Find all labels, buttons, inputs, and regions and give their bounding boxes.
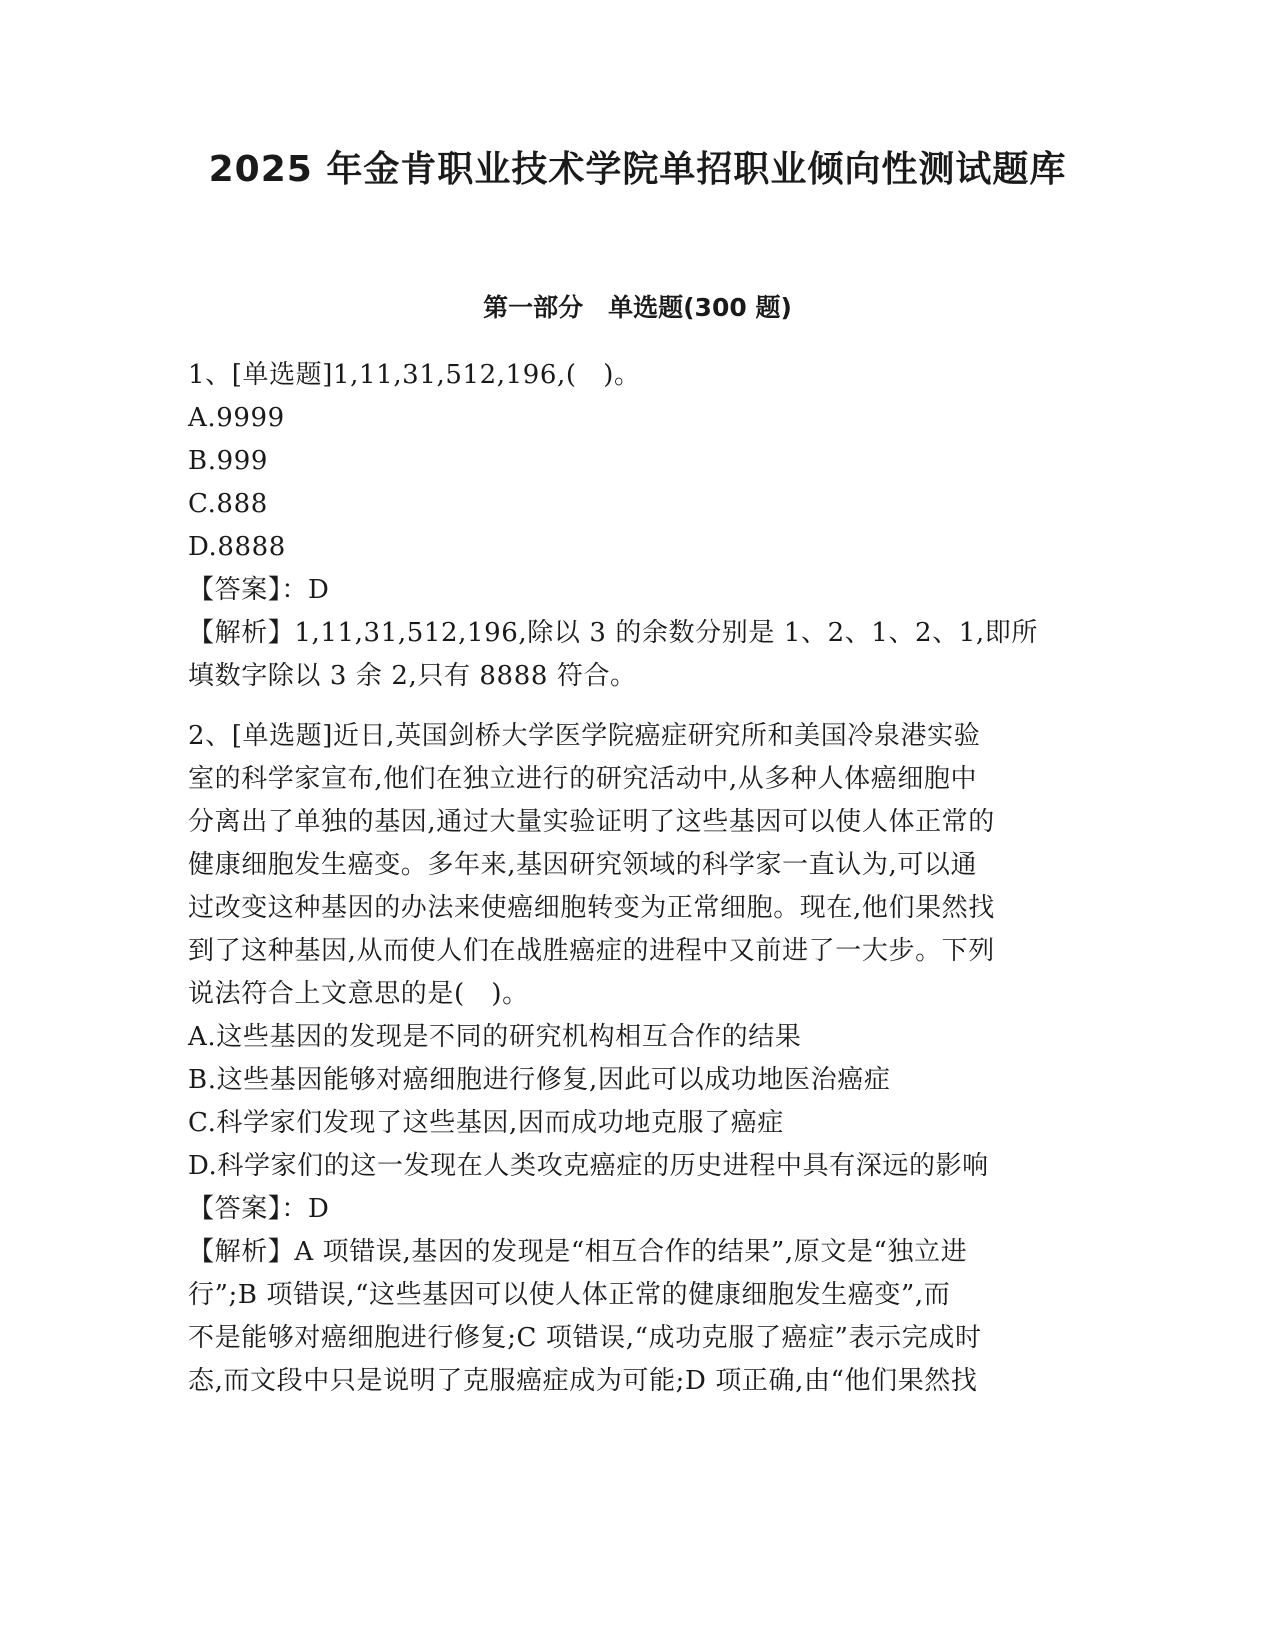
question-stem-line: 1、[单选题]1,11,31,512,196,( )。 xyxy=(188,360,641,390)
analysis-line: 不是能够对癌细胞进行修复;C 项错误,“成功克服了癌症”表示完成时 xyxy=(188,1323,982,1353)
analysis-line: 填数字除以 3 余 2,只有 8888 符合。 xyxy=(188,661,637,691)
option-a: A.9999 xyxy=(188,403,285,433)
answer-line: 【答案】：D xyxy=(188,575,330,605)
option-d: D.科学家们的这一发现在人类攻克癌症的历史进程中具有深远的影响 xyxy=(188,1151,989,1181)
question-list xyxy=(188,354,1088,1403)
document-title: 2025 年金肯职业技术学院单招职业倾向性测试题库 xyxy=(208,149,1067,190)
question-stem-line: 健康细胞发生癌变。多年来,基因研究领域的科学家一直认为,可以通 xyxy=(188,850,978,880)
answer-line: 【答案】：D xyxy=(188,1194,330,1224)
option-c: C.科学家们发现了这些基因,因而成功地克服了癌症 xyxy=(188,1108,784,1138)
question-stem-line: 说法符合上文意思的是( )。 xyxy=(188,979,529,1009)
option-a: A.这些基因的发现是不同的研究机构相互合作的结果 xyxy=(188,1022,802,1052)
analysis-line: 态,而文段中只是说明了克服癌症成为可能;D 项正确,由“他们果然找 xyxy=(188,1366,978,1396)
analysis-line: 【解析】A 项错误,基因的发现是“相互合作的结果”,原文是“独立进 xyxy=(188,1237,968,1267)
question-stem-line: 分离出了单独的基因,通过大量实验证明了这些基因可以使人体正常的 xyxy=(188,807,995,837)
option-b: B.999 xyxy=(188,446,268,476)
question-2 xyxy=(188,715,1088,1403)
question-stem-line: 2、[单选题]近日,英国剑桥大学医学院癌症研究所和美国冷泉港实验 xyxy=(188,721,981,751)
section-title: 第一部分 单选题(300 题) xyxy=(483,293,792,322)
option-d: D.8888 xyxy=(188,532,286,562)
question-spacer xyxy=(188,698,1088,715)
question-stem-line: 过改变这种基因的办法来使癌细胞转变为正常细胞。现在,他们果然找 xyxy=(188,893,995,923)
question-1 xyxy=(188,354,1088,698)
question-stem-line: 室的科学家宣布,他们在独立进行的研究活动中,从多种人体癌细胞中 xyxy=(188,764,978,794)
option-c: C.888 xyxy=(188,489,268,519)
option-b: B.这些基因能够对癌细胞进行修复,因此可以成功地医治癌症 xyxy=(188,1065,891,1095)
question-stem-line: 到了这种基因,从而使人们在战胜癌症的进程中又前进了一大步。下列 xyxy=(188,936,995,966)
analysis-line: 行”;B 项错误,“这些基因可以使人体正常的健康细胞发生癌变”,而 xyxy=(188,1280,951,1310)
analysis-line: 【解析】1,11,31,512,196,除以 3 的余数分别是 1、2、1、2、1,即所 xyxy=(188,618,1038,648)
